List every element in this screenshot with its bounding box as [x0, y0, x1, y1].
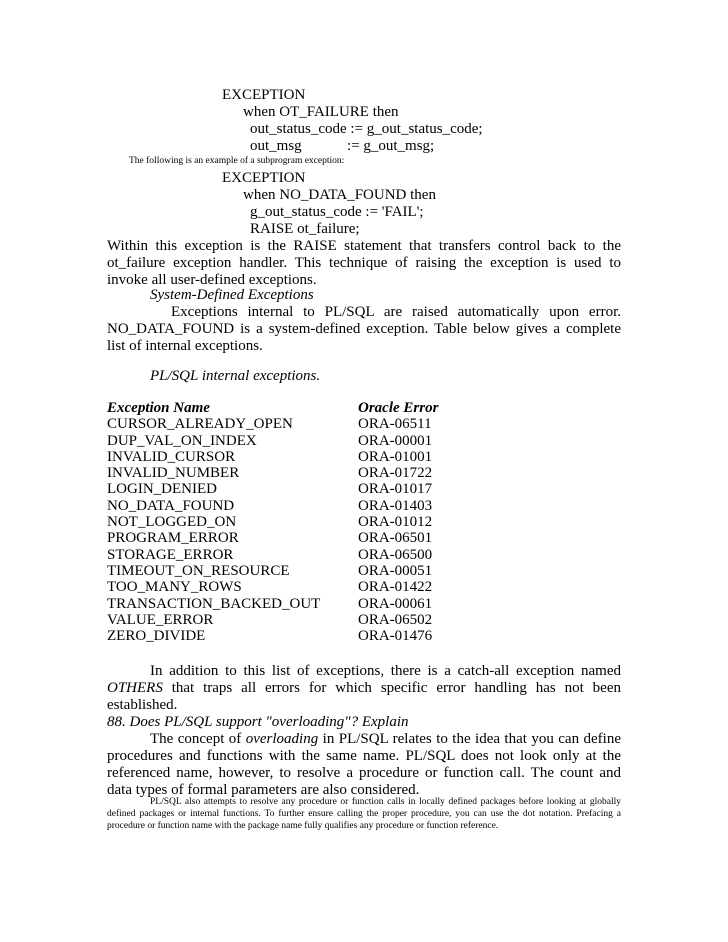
- exception-name-cell: NOT_LOGGED_ON: [107, 514, 237, 531]
- table-row: [107, 433, 627, 449]
- oracle-error-cell: ORA-00061: [358, 595, 433, 612]
- table-row: [107, 628, 627, 644]
- oracle-error-cell: ORA-01403: [358, 497, 433, 514]
- exception-name-cell: TRANSACTION_BACKED_OUT: [107, 595, 321, 612]
- header-exception-name: Exception Name: [107, 400, 210, 416]
- code-line: := g_out_msg;: [347, 138, 435, 154]
- oracle-error-cell: ORA-01012: [358, 514, 433, 531]
- exception-name-cell: CURSOR_ALREADY_OPEN: [107, 416, 293, 433]
- code-line: out_msg: [250, 138, 302, 154]
- oracle-error-cell: ORA-01017: [358, 481, 433, 498]
- paragraph-system-text: Exceptions internal to PL/SQL are raised automatically upon error. NO_DATA_FOUND is a system-defined exception. Table below gives a complete list of internal exceptions.: [107, 304, 621, 354]
- table-row: [107, 465, 627, 481]
- oracle-error-cell: ORA-01722: [358, 465, 433, 482]
- others-keyword: OTHERS: [107, 680, 163, 696]
- oracle-error-cell: ORA-00051: [358, 562, 433, 579]
- footnote-text: PL/SQL also attempts to resolve any procedure or function calls in locally defined packages before looking at globally defined packages or internal functions. To further ensure calling the proper procedure, you can use the dot notation. Prefacing a procedure or function name with the package name fully qualifies any procedure or function reference.: [107, 797, 621, 831]
- oracle-error-cell: ORA-06501: [358, 530, 433, 547]
- code-line: when NO_DATA_FOUND then: [243, 187, 436, 203]
- exception-name-cell: STORAGE_ERROR: [107, 546, 234, 563]
- table-row: [107, 416, 627, 432]
- exception-name-cell: INVALID_CURSOR: [107, 448, 236, 465]
- paragraph-raise: [107, 238, 621, 289]
- paragraph-others: [107, 663, 621, 714]
- oracle-error-cell: ORA-00001: [358, 432, 433, 449]
- exception-name-cell: DUP_VAL_ON_INDEX: [107, 432, 257, 449]
- table-header-row: [107, 400, 627, 416]
- table-row: [107, 498, 627, 514]
- exception-name-cell: INVALID_NUMBER: [107, 465, 240, 482]
- oracle-error-cell: ORA-06500: [358, 546, 433, 563]
- header-oracle-error: Oracle Error: [358, 400, 439, 416]
- code-caption: The following is an example of a subprogram exception:: [129, 156, 345, 166]
- table-row: [107, 481, 627, 497]
- table-body: [107, 416, 627, 644]
- exception-name-cell: TOO_MANY_ROWS: [107, 579, 242, 596]
- table-row: [107, 563, 627, 579]
- section-heading: System-Defined Exceptions: [150, 287, 314, 303]
- exception-name-cell: ZERO_DIVIDE: [107, 628, 206, 645]
- oracle-error-cell: ORA-06511: [358, 416, 432, 433]
- oracle-error-cell: ORA-06502: [358, 611, 433, 628]
- paragraph-system: [107, 304, 621, 355]
- exceptions-table: [107, 400, 627, 644]
- overloading-text-before: The concept of: [150, 731, 246, 747]
- code-line: out_status_code := g_out_status_code;: [250, 121, 483, 137]
- table-row: [107, 514, 627, 530]
- others-text-before: In addition to this list of exceptions, there is a catch-all exception named: [150, 663, 621, 679]
- exception-name-cell: NO_DATA_FOUND: [107, 497, 235, 514]
- exception-name-cell: LOGIN_DENIED: [107, 481, 217, 498]
- code-line: when OT_FAILURE then: [243, 104, 399, 120]
- overloading-text-after: in PL/SQL relates to the idea that you can define procedures and functions with the same name. PL/SQL does not look only at the referenced name, however, to resolve a procedure or function call. The count and data types of formal parameters are also considered.: [107, 731, 621, 798]
- question-heading: 88. Does PL/SQL support "overloading"? Explain: [107, 714, 409, 730]
- code-line: EXCEPTION: [222, 170, 306, 186]
- table-row: [107, 547, 627, 563]
- table-row: [107, 612, 627, 628]
- oracle-error-cell: ORA-01001: [358, 448, 433, 465]
- exception-name-cell: TIMEOUT_ON_RESOURCE: [107, 562, 290, 579]
- table-row: [107, 449, 627, 465]
- code-line: EXCEPTION: [222, 87, 306, 103]
- table-caption: PL/SQL internal exceptions.: [150, 368, 321, 384]
- oracle-error-cell: ORA-01422: [358, 579, 433, 596]
- exception-name-cell: PROGRAM_ERROR: [107, 530, 239, 547]
- others-text-after: that traps all errors for which specific error handling has not been established.: [107, 680, 621, 713]
- table-row: [107, 530, 627, 546]
- table-row: [107, 579, 627, 595]
- paragraph-raise-text: Within this exception is the RAISE statement that transfers control back to the ot_failure exception handler. This technique of raising the exception is used to invoke all user-defined exceptions.: [107, 238, 621, 288]
- paragraph-overloading: [107, 731, 621, 799]
- overloading-keyword: overloading: [245, 731, 319, 747]
- code-line: RAISE ot_failure;: [250, 221, 360, 237]
- table-row: [107, 596, 627, 612]
- exception-name-cell: VALUE_ERROR: [107, 611, 214, 628]
- code-line: g_out_status_code := 'FAIL';: [250, 204, 424, 220]
- footnote-paragraph: [107, 796, 621, 832]
- oracle-error-cell: ORA-01476: [358, 628, 433, 645]
